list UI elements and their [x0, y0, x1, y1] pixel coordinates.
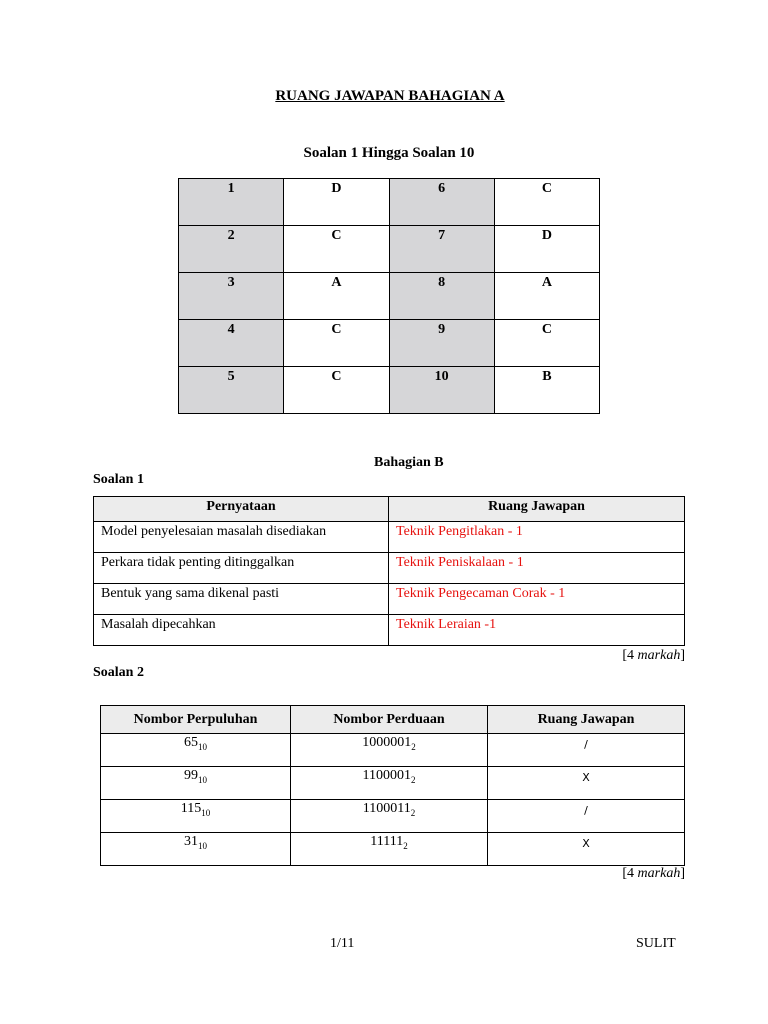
- table-row: [94, 615, 685, 646]
- column-header-answer-space: Ruang Jawapan: [488, 706, 685, 734]
- question-number: 3: [179, 273, 284, 320]
- answer-letter: A: [494, 273, 599, 320]
- answer-letter: C: [494, 179, 599, 226]
- question-2-table: [100, 705, 685, 866]
- answer-cell: Teknik Pengitlakan - 1: [389, 522, 685, 553]
- decimal-cell: $31_{10}$: [101, 833, 291, 866]
- table-row: [94, 553, 685, 584]
- answer-letter: C: [284, 367, 389, 414]
- binary-cell: $1100011_2$: [291, 800, 488, 833]
- question-number: 2: [179, 226, 284, 273]
- answer-letter: D: [284, 179, 389, 226]
- question-number: 5: [179, 367, 284, 414]
- answer-letter: C: [284, 226, 389, 273]
- binary-cell: $1000001_2$: [291, 734, 488, 767]
- answer-cell: Teknik Pengecaman Corak - 1: [389, 584, 685, 615]
- column-header-statement: Pernyataan: [94, 497, 389, 522]
- grid-row: [179, 179, 600, 226]
- question-number: 9: [389, 320, 494, 367]
- question-1-label: Soalan 1: [93, 472, 144, 487]
- table-row: [94, 584, 685, 615]
- answer-letter: C: [284, 320, 389, 367]
- question-number: 6: [389, 179, 494, 226]
- grid-row: [179, 367, 600, 414]
- answer-cell: Teknik Peniskalaan - 1: [389, 553, 685, 584]
- binary-cell: $11111_2$: [291, 833, 488, 866]
- answer-grid-section-a: [178, 178, 600, 414]
- answer-letter: B: [494, 367, 599, 414]
- question-number: 4: [179, 320, 284, 367]
- column-header-answer: Ruang Jawapan: [389, 497, 685, 522]
- answer-mark-cell: X: [488, 767, 685, 800]
- statement-cell: Perkara tidak penting ditinggalkan: [94, 553, 389, 584]
- section-b-heading: Bahagian B: [374, 455, 444, 470]
- table-row: [101, 833, 685, 866]
- table-row: [94, 522, 685, 553]
- grid-row: [179, 320, 600, 367]
- decimal-cell: $115_{10}$: [101, 800, 291, 833]
- page-number: 1/11: [330, 936, 355, 951]
- table-row: [101, 800, 685, 833]
- question-2-label: Soalan 2: [93, 665, 144, 680]
- grid-row: [179, 226, 600, 273]
- answer-letter: A: [284, 273, 389, 320]
- statement-cell: Bentuk yang sama dikenal pasti: [94, 584, 389, 615]
- answer-letter: D: [494, 226, 599, 273]
- question-number: 10: [389, 367, 494, 414]
- grid-row: [179, 273, 600, 320]
- question-number: 1: [179, 179, 284, 226]
- page-title: RUANG JAWAPAN BAHAGIAN A: [275, 88, 505, 104]
- column-header-decimal: Nombor Perpuluhan: [101, 706, 291, 734]
- question-2-marks: [4 markah]: [622, 866, 685, 881]
- answer-letter: C: [494, 320, 599, 367]
- decimal-cell: $99_{10}$: [101, 767, 291, 800]
- column-header-binary: Nombor Perduaan: [291, 706, 488, 734]
- table-row: [101, 767, 685, 800]
- classification-label: SULIT: [636, 936, 676, 951]
- section-a-subtitle: Soalan 1 Hingga Soalan 10: [303, 145, 475, 161]
- decimal-cell: $65_{10}$: [101, 734, 291, 767]
- question-1-marks: [4 markah]: [622, 648, 685, 663]
- answer-mark-cell: /: [488, 800, 685, 833]
- question-number: 8: [389, 273, 494, 320]
- question-1-table: [93, 496, 685, 646]
- answer-cell: Teknik Leraian -1: [389, 615, 685, 646]
- statement-cell: Model penyelesaian masalah disediakan: [94, 522, 389, 553]
- statement-cell: Masalah dipecahkan: [94, 615, 389, 646]
- question-number: 7: [389, 226, 494, 273]
- table-row: [101, 734, 685, 767]
- binary-cell: $1100001_2$: [291, 767, 488, 800]
- answer-mark-cell: X: [488, 833, 685, 866]
- answer-mark-cell: /: [488, 734, 685, 767]
